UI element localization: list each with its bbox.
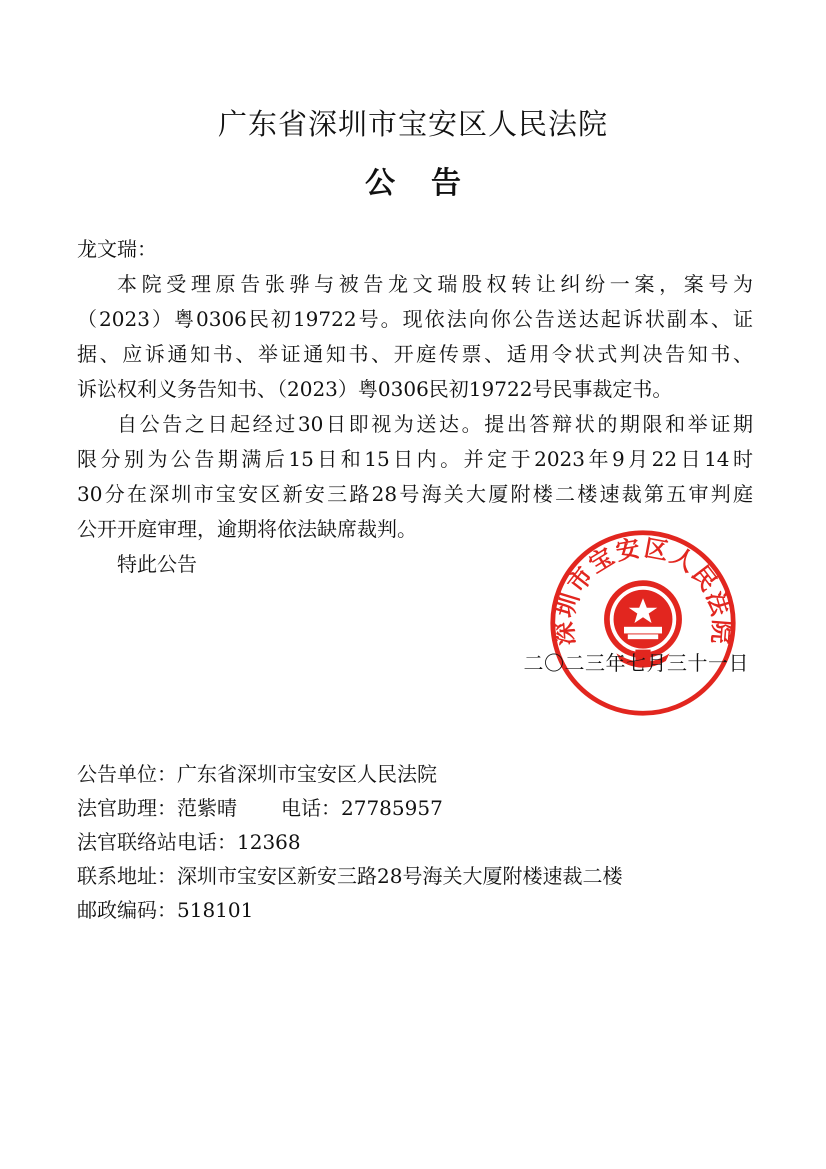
notice-date: 二〇二三年七月三十一日 <box>523 651 749 675</box>
paragraph-1-line-1: 本院受理原告张骅与被告龙文瑞股权转让纠纷一案，案号为 <box>117 272 753 296</box>
paragraph-2-line-3: 30分在深圳市宝安区新安三路28号海关大厦附楼二楼速裁第五审判庭 <box>77 482 753 506</box>
paragraph-1-line-2: （2023）粤0306民初19722号。现依法向你公告送达起诉状副本、证 <box>77 307 753 331</box>
phone-label: 电话： <box>281 796 341 820</box>
unit-value: 广东省深圳市宝安区人民法院 <box>177 762 437 786</box>
hotline-label: 法官联络站电话： <box>77 830 237 854</box>
postcode-row <box>77 893 777 927</box>
postcode-value: 518101 <box>177 898 254 922</box>
unit-row <box>77 757 777 791</box>
court-name: 广东省深圳市宝安区人民法院 <box>217 107 608 141</box>
address-value: 深圳市宝安区新安三路28号海关大厦附楼速裁二楼 <box>177 864 623 888</box>
addressee: 龙文瑞： <box>77 237 157 261</box>
closing-line: 特此公告 <box>117 552 197 576</box>
court-seal <box>548 528 738 718</box>
assistant-row <box>77 791 777 825</box>
paragraph-1-line-4: 诉讼权利义务告知书、（2023）粤0306民初19722号民事裁定书。 <box>77 377 673 401</box>
paragraph-2-line-2: 限分别为公告期满后15日和15日内。并定于2023年9月22日14时 <box>77 447 753 471</box>
assistant-label: 法官助理： <box>77 796 177 820</box>
notice-title: 公告 <box>365 166 497 201</box>
hotline-row <box>77 825 777 859</box>
assistant-value: 范紫晴 <box>177 796 237 820</box>
paragraph-2-line-4: 公开开庭审理，逾期将依法缺席裁判。 <box>77 517 417 541</box>
svg-text:深圳市宝安区人民法院: 深圳市宝安区人民法院 <box>550 533 736 647</box>
paragraph-1-line-3: 据、应诉通知书、举证通知书、开庭传票、适用令状式判决告知书、 <box>77 342 753 366</box>
address-label: 联系地址： <box>77 864 177 888</box>
unit-label: 公告单位： <box>77 762 177 786</box>
hotline-value: 12368 <box>237 830 301 854</box>
paragraph-2-line-1: 自公告之日起经过30日即视为送达。提出答辩状的期限和举证期 <box>117 412 753 436</box>
contact-info <box>77 757 777 927</box>
phone-value: 27785957 <box>341 796 443 820</box>
address-row <box>77 859 777 893</box>
postcode-label: 邮政编码： <box>77 898 177 922</box>
